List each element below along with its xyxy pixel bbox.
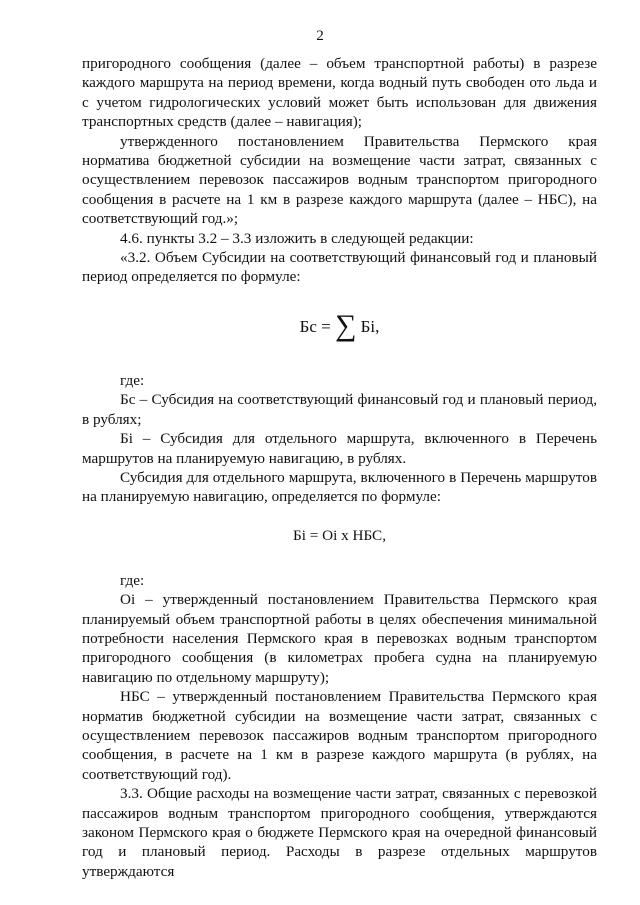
paragraph-item-4-6: 4.6. пункты 3.2 – 3.3 изложить в следующей редакции: bbox=[120, 229, 474, 247]
definition-nbs: НБС – утвержденный постановлением Правительства Пермского края норматив бюджетной субсидии на возмещение части затрат, связанных с осуществлением перевозок пассажиров водным транспортом пригородного сообщения, в расчете на 1 км в разрезе каждого маршрута (в рублях, на соответствующий год). bbox=[82, 688, 597, 783]
page-number: 2 bbox=[316, 27, 324, 44]
paragraph-route-subsidy: Субсидия для отдельного маршрута, включенного в Перечень маршрутов на планируемую навигацию, определяется по формуле: bbox=[82, 468, 597, 506]
document-body bbox=[82, 54, 597, 881]
where-label: где: bbox=[120, 571, 145, 589]
paragraph-transport-volume: пригородного сообщения (далее – объем транспортной работы) в разрезе каждого маршрута на период времени, когда водный путь свободен ото льда и с учетом гидрологических условий может быть использован для движения транспортных средств (далее – навигация); bbox=[82, 55, 597, 131]
formula-route-subsidy: Бi = Оi х НБС, bbox=[293, 526, 386, 544]
paragraph-item-3-3: 3.3. Общие расходы на возмещение части затрат, связанных с перевозкой пассажиров водным транспортом пригородного сообщения, утверждаются законом Пермского края о бюджете Пермского края на очередной финансовый год и плановый период. Расходы в разрезе отдельных маршрутов утверждаются bbox=[82, 785, 597, 880]
paragraph-item-3-2: «3.2. Объем Субсидии на соответствующий финансовый год и плановый период определяется по формуле: bbox=[82, 249, 597, 286]
formula-right: Бi, bbox=[360, 316, 380, 336]
definition-bi: Бi – Субсидия для отдельного маршрута, включенного в Перечень маршрутов на планируемую навигацию, в рублях. bbox=[82, 430, 597, 467]
paragraph-subsidy-norm: утвержденного постановлением Правительства Пермского края норматива бюджетной субсидии на возмещение части затрат, связанных с осуществлением перевозок пассажиров водным транспортом пригородного сообщения в расчете на 1 км в разрезе каждого маршрута (далее – НБС), на соответствующий год.»; bbox=[82, 132, 597, 228]
formula-total-subsidy bbox=[82, 303, 597, 349]
where-label: где: bbox=[120, 371, 145, 389]
definition-bs: Бс – Субсидия на соответствующий финансовый год и плановый период, в рублях; bbox=[82, 391, 597, 428]
sigma-symbol: ∑ bbox=[335, 308, 357, 342]
formula-left: Бс = bbox=[299, 316, 331, 336]
definition-oi: Оi – утвержденный постановлением Правительства Пермского края планируемый объем транспортной работы в целях обеспечения минимальной потребности населения Пермского края в перевозках водным транспортом пригородного сообщения (в километрах пробега судна на планируемую навигацию по отдельному маршруту); bbox=[82, 591, 597, 686]
